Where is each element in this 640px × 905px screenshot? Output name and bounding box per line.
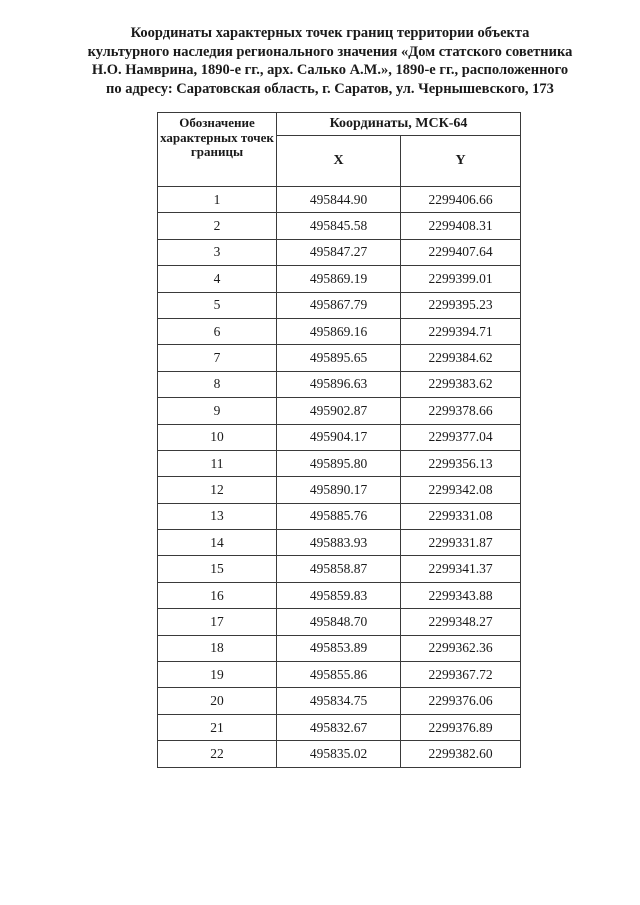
point-number-cell: 13 — [158, 503, 277, 529]
table-row — [158, 398, 521, 424]
table-row — [158, 239, 521, 265]
y-coordinate-cell: 2299367.72 — [401, 662, 521, 688]
point-number-cell: 9 — [158, 398, 277, 424]
table-row — [158, 292, 521, 318]
x-coordinate-cell: 495853.89 — [277, 635, 401, 661]
y-coordinate-cell: 2299348.27 — [401, 609, 521, 635]
point-number-cell: 19 — [158, 662, 277, 688]
x-coordinate-cell: 495867.79 — [277, 292, 401, 318]
header-x: X — [277, 136, 401, 187]
table-row — [158, 688, 521, 714]
y-coordinate-cell: 2299384.62 — [401, 345, 521, 371]
point-number-cell: 11 — [158, 450, 277, 476]
point-number-cell: 4 — [158, 266, 277, 292]
x-coordinate-cell: 495834.75 — [277, 688, 401, 714]
table-body — [158, 187, 521, 768]
x-coordinate-cell: 495869.16 — [277, 318, 401, 344]
point-number-cell: 16 — [158, 582, 277, 608]
y-coordinate-cell: 2299382.60 — [401, 741, 521, 767]
point-number-cell: 8 — [158, 371, 277, 397]
table-row — [158, 450, 521, 476]
table-row — [158, 741, 521, 767]
point-number-cell: 5 — [158, 292, 277, 318]
x-coordinate-cell: 495848.70 — [277, 609, 401, 635]
x-coordinate-cell: 495845.58 — [277, 213, 401, 239]
y-coordinate-cell: 2299394.71 — [401, 318, 521, 344]
point-number-cell: 3 — [158, 239, 277, 265]
point-number-cell: 14 — [158, 530, 277, 556]
title-line: по адресу: Саратовская область, г. Саратов, ул. Чернышевского, 173 — [106, 80, 554, 97]
header-point-label: Обозначение характерных точек границы — [158, 113, 277, 187]
x-coordinate-cell: 495858.87 — [277, 556, 401, 582]
x-coordinate-cell: 495844.90 — [277, 187, 401, 213]
y-coordinate-cell: 2299342.08 — [401, 477, 521, 503]
point-number-cell: 18 — [158, 635, 277, 661]
x-coordinate-cell: 495869.19 — [277, 266, 401, 292]
table-row — [158, 662, 521, 688]
x-coordinate-cell: 495885.76 — [277, 503, 401, 529]
table-row — [158, 714, 521, 740]
x-coordinate-cell: 495896.63 — [277, 371, 401, 397]
table-row — [158, 609, 521, 635]
x-coordinate-cell: 495895.80 — [277, 450, 401, 476]
table-row — [158, 635, 521, 661]
header-y: Y — [401, 136, 521, 187]
x-coordinate-cell: 495855.86 — [277, 662, 401, 688]
table-row — [158, 318, 521, 344]
y-coordinate-cell: 2299356.13 — [401, 450, 521, 476]
point-number-cell: 2 — [158, 213, 277, 239]
x-coordinate-cell: 495895.65 — [277, 345, 401, 371]
point-number-cell: 7 — [158, 345, 277, 371]
y-coordinate-cell: 2299331.08 — [401, 503, 521, 529]
point-number-cell: 20 — [158, 688, 277, 714]
point-number-cell: 15 — [158, 556, 277, 582]
point-number-cell: 21 — [158, 714, 277, 740]
table-row — [158, 582, 521, 608]
y-coordinate-cell: 2299377.04 — [401, 424, 521, 450]
y-coordinate-cell: 2299362.36 — [401, 635, 521, 661]
table-row — [158, 424, 521, 450]
y-coordinate-cell: 2299395.23 — [401, 292, 521, 318]
point-number-cell: 10 — [158, 424, 277, 450]
table-row — [158, 530, 521, 556]
point-number-cell: 1 — [158, 187, 277, 213]
document-title — [40, 24, 620, 98]
y-coordinate-cell: 2299383.62 — [401, 371, 521, 397]
y-coordinate-cell: 2299406.66 — [401, 187, 521, 213]
y-coordinate-cell: 2299376.06 — [401, 688, 521, 714]
point-number-cell: 6 — [158, 318, 277, 344]
header-coordinates-group: Координаты, МСК-64 — [277, 113, 521, 136]
x-coordinate-cell: 495832.67 — [277, 714, 401, 740]
point-number-cell: 12 — [158, 477, 277, 503]
table-row — [158, 556, 521, 582]
coordinates-table — [157, 112, 521, 768]
x-coordinate-cell: 495904.17 — [277, 424, 401, 450]
table-row — [158, 266, 521, 292]
y-coordinate-cell: 2299408.31 — [401, 213, 521, 239]
title-line: Н.О. Намврина, 1890-е гг., арх. Салько А.М.», 1890-е гг., расположенного — [91, 62, 569, 78]
y-coordinate-cell: 2299399.01 — [401, 266, 521, 292]
y-coordinate-cell: 2299407.64 — [401, 239, 521, 265]
x-coordinate-cell: 495902.87 — [277, 398, 401, 424]
point-number-cell: 17 — [158, 609, 277, 635]
table-row — [158, 371, 521, 397]
x-coordinate-cell: 495859.83 — [277, 582, 401, 608]
y-coordinate-cell: 2299341.37 — [401, 556, 521, 582]
x-coordinate-cell: 495890.17 — [277, 477, 401, 503]
y-coordinate-cell: 2299343.88 — [401, 582, 521, 608]
y-coordinate-cell: 2299378.66 — [401, 398, 521, 424]
table-row — [158, 503, 521, 529]
title-line: Координаты характерных точек границ территории объекта — [130, 25, 530, 41]
table-row — [158, 477, 521, 503]
y-coordinate-cell: 2299376.89 — [401, 714, 521, 740]
x-coordinate-cell: 495847.27 — [277, 239, 401, 265]
point-number-cell: 22 — [158, 741, 277, 767]
y-coordinate-cell: 2299331.87 — [401, 530, 521, 556]
table-row — [158, 213, 521, 239]
title-line: культурного наследия регионального значения «Дом статского советника — [87, 43, 573, 60]
x-coordinate-cell: 495883.93 — [277, 530, 401, 556]
table-row — [158, 345, 521, 371]
table-row — [158, 187, 521, 213]
x-coordinate-cell: 495835.02 — [277, 741, 401, 767]
